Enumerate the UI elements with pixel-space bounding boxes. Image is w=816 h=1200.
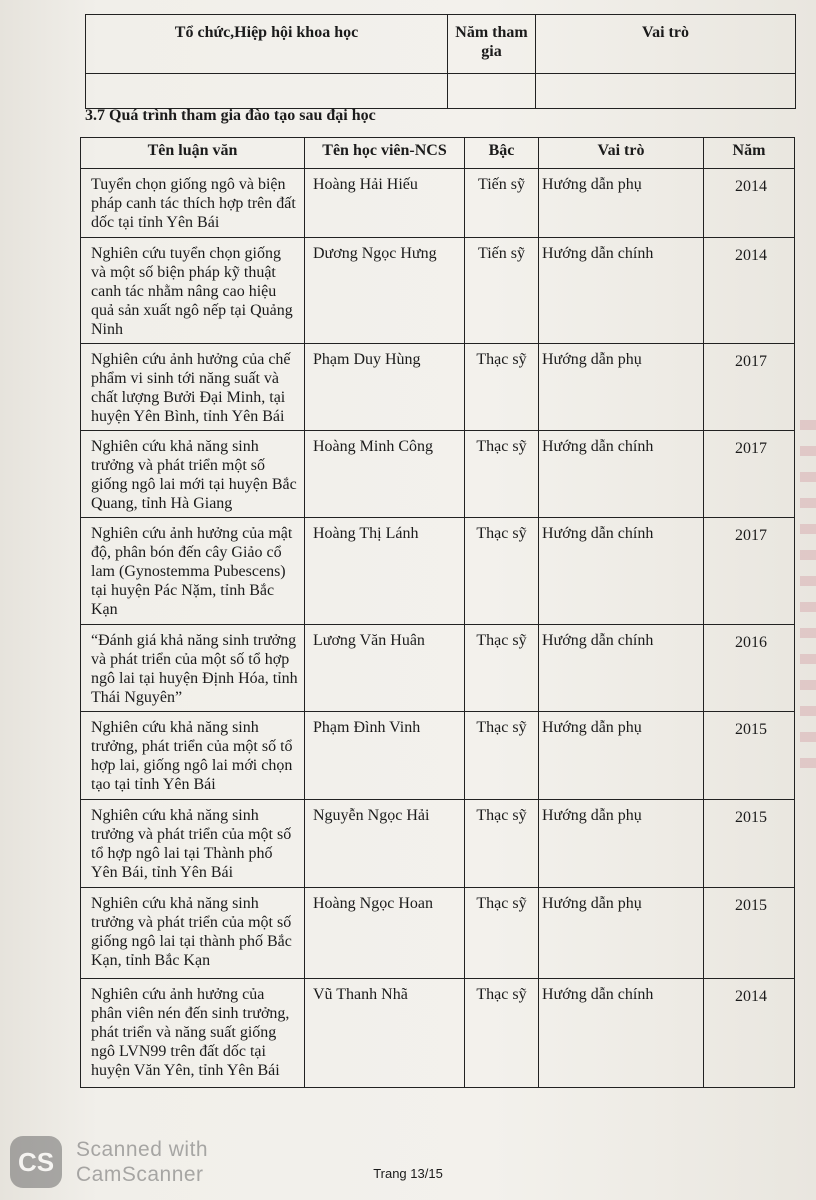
table-row xyxy=(81,979,795,1088)
year: 2017 xyxy=(704,344,795,431)
org-header-role: Vai trò xyxy=(536,15,796,74)
watermark-line-1: Scanned with xyxy=(76,1138,209,1161)
year: 2014 xyxy=(704,979,795,1088)
student-name: Phạm Duy Hùng xyxy=(305,344,465,431)
table-row xyxy=(81,625,795,712)
page-number: Trang 13/15 xyxy=(373,1166,443,1181)
table-row xyxy=(81,888,795,979)
table-row xyxy=(81,238,795,344)
degree-level: Thạc sỹ xyxy=(465,431,539,518)
thesis-title: Nghiên cứu ảnh hưởng của mật độ, phân bón đến cây Giảo cổ lam (Gynostemma Pubescens) tại huyện Pác Nặm, tỉnh Bắc Kạn xyxy=(81,518,305,625)
header-student-name: Tên học viên-NCS xyxy=(305,138,465,169)
supervisor-role: Hướng dẫn chính xyxy=(539,518,704,625)
table-row xyxy=(81,344,795,431)
org-cell-empty xyxy=(448,74,536,109)
scanner-watermark xyxy=(10,1136,220,1190)
table-row xyxy=(81,169,795,238)
year: 2015 xyxy=(704,800,795,888)
supervisor-role: Hướng dẫn phụ xyxy=(539,169,704,238)
thesis-title: Nghiên cứu khả năng sinh trưởng, phát triển của một số tổ hợp lai, giống ngô lai mới chọn tạo tại tỉnh Yên Bái xyxy=(81,712,305,800)
table-row xyxy=(81,800,795,888)
thesis-title: Nghiên cứu ảnh hưởng của phân viên nén đến sinh trưởng, phát triển và năng suất giống ngô LVN99 trên đất dốc tại huyện Văn Yên, tỉnh Yên Bái xyxy=(81,979,305,1088)
year: 2014 xyxy=(704,238,795,344)
supervisor-role: Hướng dẫn chính xyxy=(539,431,704,518)
scientific-organization-table xyxy=(85,14,796,109)
table-row xyxy=(81,712,795,800)
supervisor-role: Hướng dẫn phụ xyxy=(539,712,704,800)
year: 2015 xyxy=(704,888,795,979)
thesis-title: Nghiên cứu tuyển chọn giống và một số biện pháp kỹ thuật canh tác nhằm nâng cao hiệu quả sản xuất ngô nếp tại Quảng Ninh xyxy=(81,238,305,344)
degree-level: Thạc sỹ xyxy=(465,518,539,625)
student-name: Hoàng Thị Lánh xyxy=(305,518,465,625)
org-header-year: Năm tham gia xyxy=(448,15,536,74)
degree-level: Thạc sỹ xyxy=(465,625,539,712)
supervisor-role: Hướng dẫn phụ xyxy=(539,888,704,979)
year: 2015 xyxy=(704,712,795,800)
supervisor-role: Hướng dẫn chính xyxy=(539,979,704,1088)
year: 2014 xyxy=(704,169,795,238)
degree-level: Thạc sỹ xyxy=(465,888,539,979)
degree-level: Tiến sỹ xyxy=(465,169,539,238)
org-cell-empty xyxy=(536,74,796,109)
student-name: Hoàng Ngọc Hoan xyxy=(305,888,465,979)
org-header-organization: Tổ chức,Hiệp hội khoa học xyxy=(86,15,448,74)
header-year: Năm xyxy=(704,138,795,169)
watermark-line-2: CamScanner xyxy=(76,1163,204,1186)
org-table-header-row xyxy=(86,15,796,74)
postgraduate-training-table xyxy=(80,137,795,1088)
year: 2017 xyxy=(704,518,795,625)
student-name: Hoàng Minh Công xyxy=(305,431,465,518)
table-row xyxy=(81,518,795,625)
year: 2016 xyxy=(704,625,795,712)
supervisor-role: Hướng dẫn chính xyxy=(539,625,704,712)
section-heading: 3.7 Quá trình tham gia đào tạo sau đại học xyxy=(85,107,376,124)
student-name: Vũ Thanh Nhã xyxy=(305,979,465,1088)
training-table-header-row xyxy=(81,138,795,169)
thesis-title: Tuyển chọn giống ngô và biện pháp canh tác thích hợp trên đất dốc tại tỉnh Yên Bái xyxy=(81,169,305,238)
student-name: Hoàng Hải Hiếu xyxy=(305,169,465,238)
student-name: Lương Văn Huân xyxy=(305,625,465,712)
supervisor-role: Hướng dẫn phụ xyxy=(539,800,704,888)
degree-level: Thạc sỹ xyxy=(465,712,539,800)
supervisor-role: Hướng dẫn chính xyxy=(539,238,704,344)
year: 2017 xyxy=(704,431,795,518)
student-name: Dương Ngọc Hưng xyxy=(305,238,465,344)
header-role: Vai trò xyxy=(539,138,704,169)
degree-level: Thạc sỹ xyxy=(465,800,539,888)
page-edge-mark xyxy=(800,420,816,780)
thesis-title: Nghiên cứu khả năng sinh trưởng và phát triển của một số giống ngô lai tại thành phố Bắc Kạn, tỉnh Bắc Kạn xyxy=(81,888,305,979)
table-row xyxy=(81,431,795,518)
degree-level: Thạc sỹ xyxy=(465,979,539,1088)
student-name: Nguyễn Ngọc Hải xyxy=(305,800,465,888)
thesis-title: Nghiên cứu ảnh hưởng của chế phẩm vi sinh tới năng suất và chất lượng Bưởi Đại Minh, tại huyện Yên Bình, tỉnh Yên Bái xyxy=(81,344,305,431)
degree-level: Tiến sỹ xyxy=(465,238,539,344)
thesis-title: Nghiên cứu khả năng sinh trưởng và phát triển một số giống ngô lai mới tại huyện Bắc Quang, tỉnh Hà Giang xyxy=(81,431,305,518)
thesis-title: “Đánh giá khả năng sinh trưởng và phát triển của một số tổ hợp ngô lai tại huyện Định Hóa, tỉnh Thái Nguyên” xyxy=(81,625,305,712)
student-name: Phạm Đình Vinh xyxy=(305,712,465,800)
header-thesis-title: Tên luận văn xyxy=(81,138,305,169)
camscanner-logo-icon: CS xyxy=(10,1136,62,1188)
thesis-title: Nghiên cứu khả năng sinh trưởng và phát triển của một số tổ hợp ngô lai tại Thành phố Yên Bái, tỉnh Yên Bái xyxy=(81,800,305,888)
supervisor-role: Hướng dẫn phụ xyxy=(539,344,704,431)
header-degree-level: Bậc xyxy=(465,138,539,169)
org-cell-empty xyxy=(86,74,448,109)
degree-level: Thạc sỹ xyxy=(465,344,539,431)
org-table-empty-row xyxy=(86,74,796,109)
